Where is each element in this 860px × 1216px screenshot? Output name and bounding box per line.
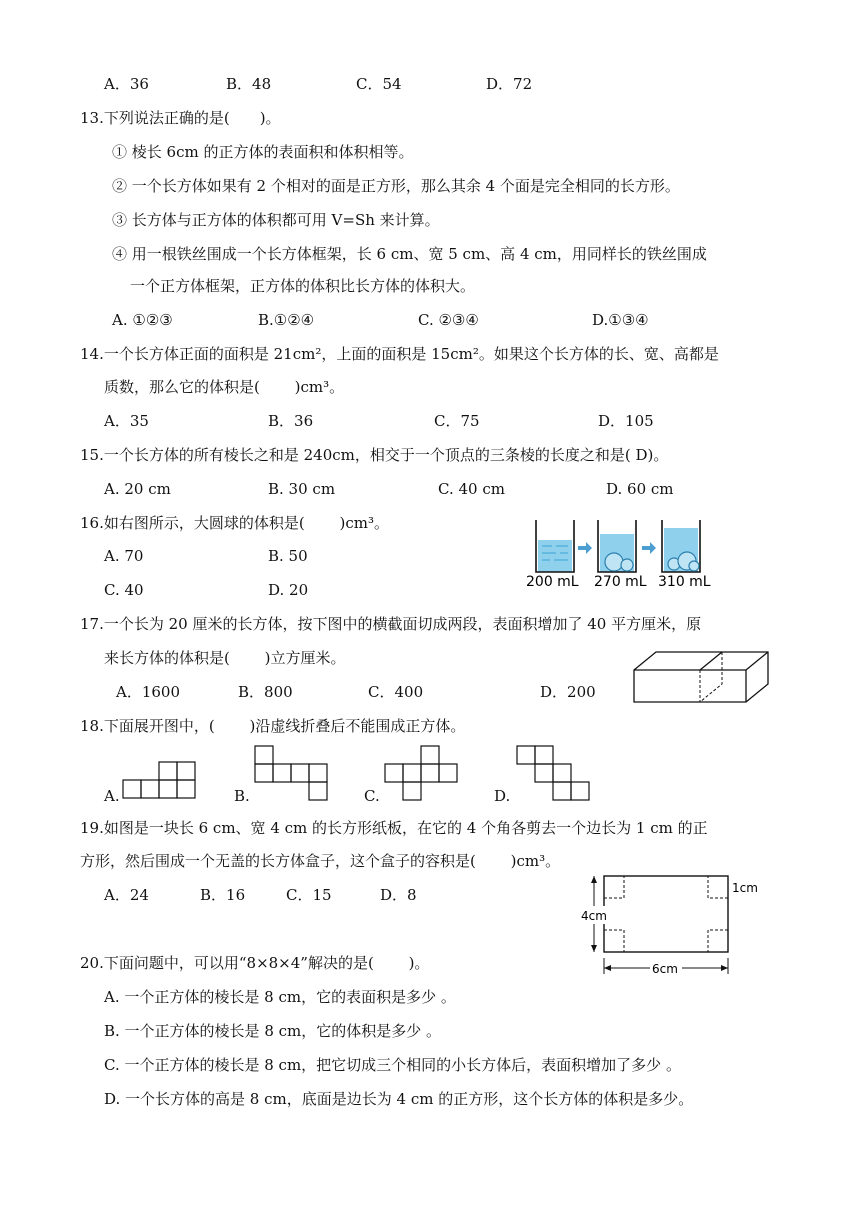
q18-net-b[interactable] <box>252 744 328 802</box>
dimension-label-height: 4cm <box>581 909 607 923</box>
q13-option-b[interactable]: B.①②④ <box>258 311 315 329</box>
q13-option-a[interactable]: A. ①②③ <box>112 311 173 329</box>
q14-option-a[interactable]: A．35 <box>104 412 149 430</box>
q15-stem: 15.一个长方体的所有棱长之和是 240cm，相交于一个顶点的三条棱的长度之和是( D)。 <box>80 446 669 464</box>
q14-stem-line1: 14.一个长方体正面的面积是 21cm²，上面的面积是 15cm²。如果这个长方体的长、宽、高都是 <box>80 345 719 363</box>
q17-option-d[interactable]: D．200 <box>540 683 596 701</box>
q20-option-a[interactable]: A. 一个正方体的棱长是 8 cm，它的表面积是多少 。 <box>104 988 456 1006</box>
q16-option-a[interactable]: A. 70 <box>104 547 144 565</box>
q15-option-c[interactable]: C. 40 cm <box>438 480 505 498</box>
arrow-icon <box>642 542 656 554</box>
q18-net-c[interactable] <box>382 744 458 802</box>
q16-option-b[interactable]: B. 50 <box>268 547 308 565</box>
q13-option-d[interactable]: D.①③④ <box>592 311 649 329</box>
beaker-label-2: 270 mL <box>594 574 647 590</box>
q12-option-a[interactable]: A．36 <box>104 75 149 93</box>
q17-stem-line1: 17.一个长为 20 厘米的长方体，按下图中的横截面切成两段，表面积增加了 40 平方厘米，原 <box>80 615 702 633</box>
q12-option-b[interactable]: B．48 <box>226 75 272 93</box>
q20-option-b[interactable]: B. 一个正方体的棱长是 8 cm，它的体积是多少 。 <box>104 1022 442 1040</box>
q17-stem-line2: 来长方体的体积是( )立方厘米。 <box>104 649 346 667</box>
q19-option-a[interactable]: A．24 <box>104 886 149 904</box>
q18-stem: 18.下面展开图中，( )沿虚线折叠后不能围成正方体。 <box>80 717 466 735</box>
q16-option-d[interactable]: D. 20 <box>268 581 309 599</box>
q14-option-c[interactable]: C．75 <box>434 412 480 430</box>
q19-stem-line1: 19.如图是一块长 6 cm、宽 4 cm 的长方形纸板，在它的 4 个角各剪去一个边长为 1 cm 的正 <box>80 819 708 837</box>
beaker-310ml <box>662 520 700 572</box>
q14-stem-line2: 质数，那么它的体积是( )cm³。 <box>104 378 345 396</box>
q19-option-b[interactable]: B．16 <box>200 886 246 904</box>
dimension-label-width: 6cm <box>652 962 678 976</box>
q18-option-c[interactable]: C. <box>364 787 380 805</box>
q15-option-a[interactable]: A. 20 cm <box>104 480 171 498</box>
q18-net-a[interactable] <box>120 760 196 802</box>
q15-option-d[interactable]: D. 60 cm <box>606 480 674 498</box>
beaker-label-3: 310 mL <box>658 574 711 590</box>
q13-stem: 13.下列说法正确的是( )。 <box>80 109 281 127</box>
dimension-label-corner: 1cm <box>732 881 758 895</box>
q19-stem-line2: 方形，然后围成一个无盖的长方体盒子，这个盒子的容积是( )cm³。 <box>80 852 561 870</box>
q16-stem: 16.如右图所示，大圆球的体积是( )cm³。 <box>80 514 389 532</box>
q13-option-c[interactable]: C. ②③④ <box>418 311 479 329</box>
q15-option-b[interactable]: B. 30 cm <box>268 480 336 498</box>
q17-option-a[interactable]: A．1600 <box>116 683 181 701</box>
q19-option-c[interactable]: C．15 <box>286 886 332 904</box>
q20-option-c[interactable]: C. 一个正方体的棱长是 8 cm，把它切成三个相同的小长方体后，表面积增加了多少 。 <box>104 1056 681 1074</box>
q17-option-c[interactable]: C．400 <box>368 683 424 701</box>
beaker-270ml <box>598 520 636 572</box>
q14-option-b[interactable]: B．36 <box>268 412 314 430</box>
beaker-200ml <box>536 520 574 572</box>
arrow-icon <box>578 542 592 554</box>
q16-option-c[interactable]: C. 40 <box>104 581 144 599</box>
q13-statement-4: ④ 用一根铁丝围成一个长方体框架，长 6 cm、宽 5 cm、高 4 cm，用同样长的铁丝围成 <box>112 245 707 263</box>
q18-option-a[interactable]: A. <box>104 787 120 805</box>
q18-option-d[interactable]: D. <box>494 787 511 805</box>
q18-net-d[interactable] <box>514 744 590 802</box>
q17-cuboid-figure <box>630 648 772 704</box>
q20-stem: 20.下面问题中，可以用“8×8×4”解决的是( )。 <box>80 954 430 972</box>
q20-option-d[interactable]: D. 一个长方体的高是 8 cm，底面是边长为 4 cm 的正方形，这个长方体的体积是多少。 <box>104 1090 694 1108</box>
q13-statement-3: ③ 长方体与正方体的体积都可用 V=Sh 来计算。 <box>112 211 440 229</box>
q14-option-d[interactable]: D．105 <box>598 412 654 430</box>
q13-statement-2: ② 一个长方体如果有 2 个相对的面是正方形，那么其余 4 个面是完全相同的长方形。 <box>112 177 680 195</box>
q12-option-c[interactable]: C．54 <box>356 75 402 93</box>
beaker-label-1: 200 mL <box>526 574 579 590</box>
q13-statement-1: ① 棱长 6cm 的正方体的表面积和体积相等。 <box>112 143 414 161</box>
q19-cardboard-figure <box>576 870 766 980</box>
q13-statement-4-cont: 一个正方体框架，正方体的体积比长方体的体积大。 <box>130 277 476 295</box>
q12-option-d[interactable]: D．72 <box>486 75 533 93</box>
q16-beakers-figure <box>520 516 730 592</box>
q17-option-b[interactable]: B．800 <box>238 683 293 701</box>
q18-option-b[interactable]: B. <box>234 787 250 805</box>
q19-option-d[interactable]: D．8 <box>380 886 417 904</box>
